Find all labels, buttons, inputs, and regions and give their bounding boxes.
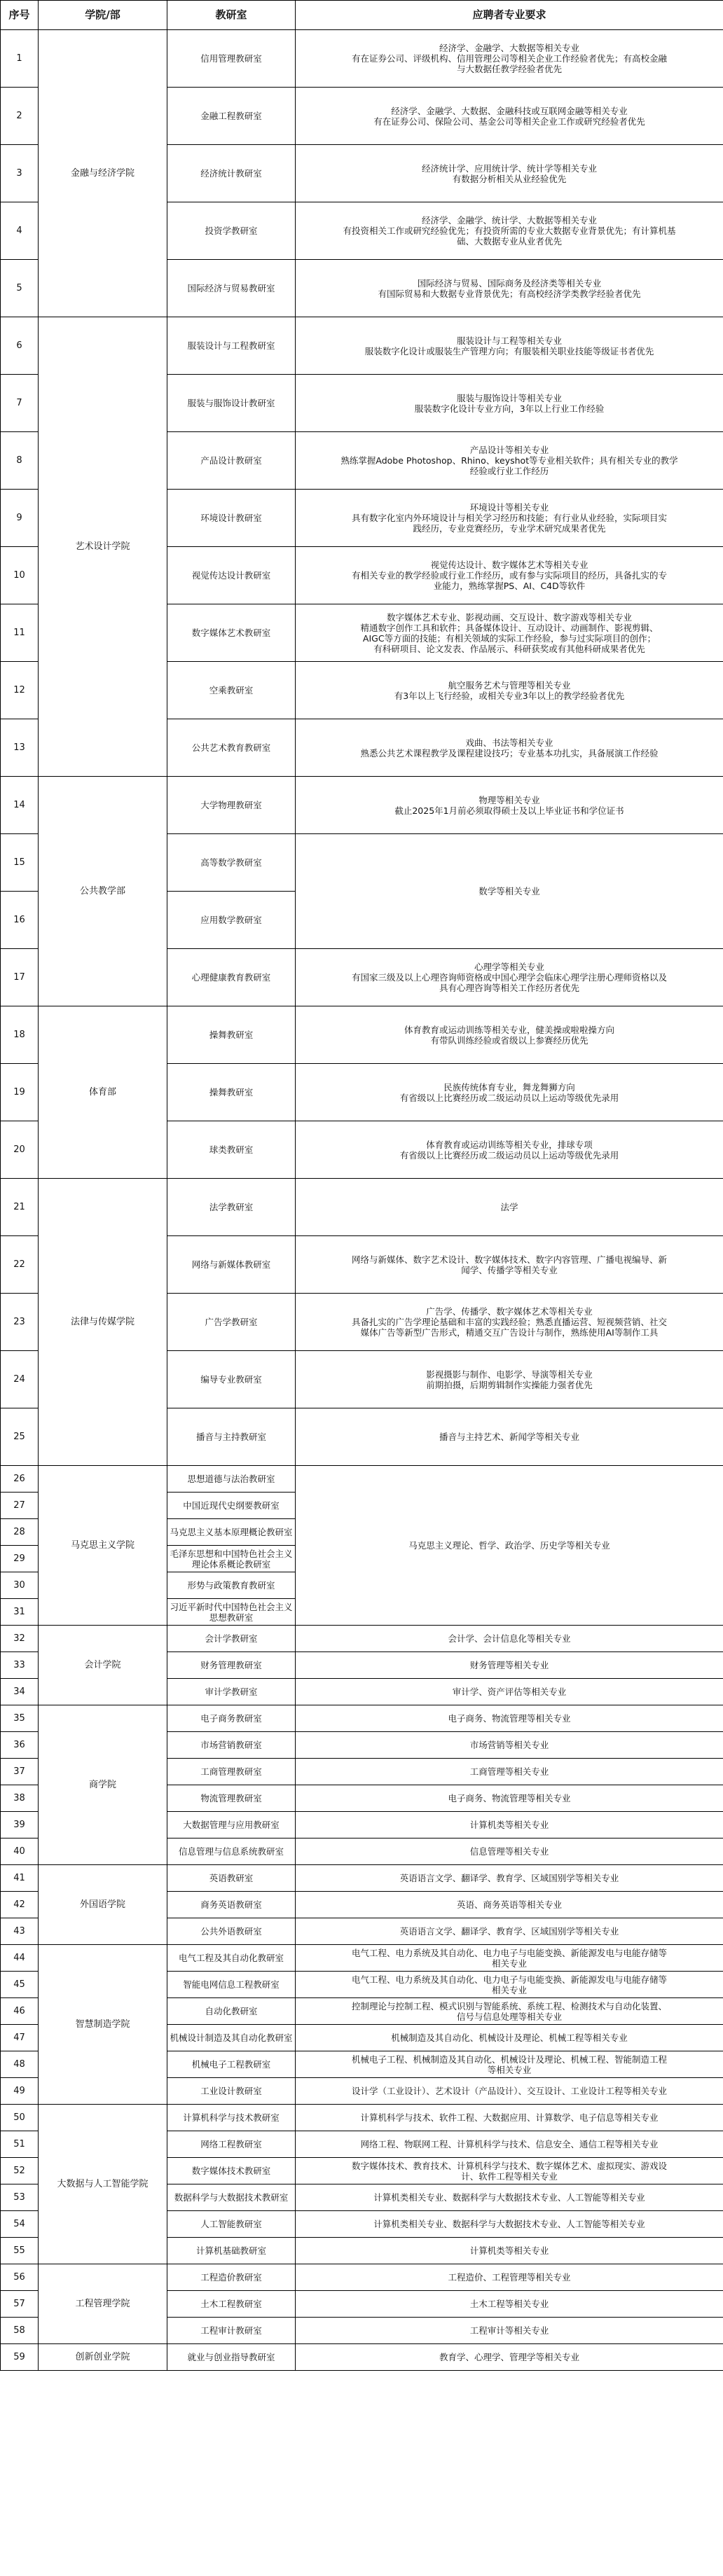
requirement-line: 会计学、会计信息化等相关专业 bbox=[448, 1633, 571, 1644]
department-cell: 形势与政策教育教研室 bbox=[167, 1572, 296, 1599]
requirements-cell bbox=[296, 1626, 723, 1652]
requirement-line: 有投资相关工作或研究经验优先；有投资所需的专业大数据专业背景优先；有计算机基 bbox=[343, 226, 676, 236]
requirement-line: 等相关专业 bbox=[487, 2064, 532, 2075]
row-number: 17 bbox=[1, 949, 39, 1006]
requirement-line: 马克思主义理论、哲学、政治学、历史学等相关专业 bbox=[408, 1540, 610, 1551]
requirements-cell bbox=[296, 2318, 723, 2344]
row-number: 11 bbox=[1, 604, 39, 662]
row-number: 50 bbox=[1, 2105, 39, 2131]
requirement-line: 服装数字化设计或服装生产管理方向；有服装相关职业技能等级证书者优先 bbox=[364, 345, 654, 356]
row-number: 52 bbox=[1, 2158, 39, 2184]
requirements-cell bbox=[296, 1652, 723, 1679]
requirement-line: 财务管理等相关专业 bbox=[469, 1660, 549, 1670]
table-row bbox=[1, 1179, 723, 1236]
requirement-line: 经济学、金融学、大数据、金融科技或互联网金融等相关专业 bbox=[391, 105, 628, 116]
requirement-line: 与大数据任教学经验者优先 bbox=[456, 64, 562, 74]
row-number: 44 bbox=[1, 1945, 39, 1972]
row-number: 55 bbox=[1, 2238, 39, 2264]
requirements-cell bbox=[296, 2105, 723, 2131]
department-cell: 广告学教研室 bbox=[167, 1294, 296, 1351]
requirement-line: 媒体广告等新型广告形式，精通交互广告设计与制作，熟练使用AI等制作工具 bbox=[360, 1327, 659, 1338]
requirements-cell bbox=[296, 1236, 723, 1294]
row-number: 53 bbox=[1, 2184, 39, 2211]
department-cell: 机械电子工程教研室 bbox=[167, 2051, 296, 2078]
college-cell: 金融与经济学院 bbox=[39, 30, 167, 317]
table-row bbox=[1, 1006, 723, 1064]
requirements-cell bbox=[296, 2078, 723, 2105]
table-row bbox=[1, 1466, 723, 1493]
college-cell: 工程管理学院 bbox=[39, 2264, 167, 2344]
requirement-line: 工程审计等相关专业 bbox=[469, 2325, 549, 2336]
requirement-line: 具有数字化室内外环境设计与相关学习经历和技能；有行业从业经验，实际项目实 bbox=[351, 513, 667, 523]
requirement-line: 具有心理咨询等相关工作经历者优先 bbox=[439, 983, 579, 993]
requirement-line: 土木工程等相关专业 bbox=[469, 2299, 549, 2309]
requirement-line: 教育学、心理学、管理学等相关专业 bbox=[439, 2352, 579, 2362]
requirement-line: 控制理论与控制工程、模式识别与智能系统、系统工程、检测技术与自动化装置、 bbox=[351, 2000, 667, 2011]
department-cell: 高等数学教研室 bbox=[167, 834, 296, 892]
requirements-cell bbox=[296, 1705, 723, 1732]
department-cell: 心理健康教育教研室 bbox=[167, 949, 296, 1006]
requirements-cell bbox=[296, 88, 723, 145]
department-cell: 公共艺术教育教研室 bbox=[167, 719, 296, 777]
college-cell: 会计学院 bbox=[39, 1626, 167, 1705]
requirements-cell bbox=[296, 490, 723, 547]
department-cell: 公共外语教研室 bbox=[167, 1918, 296, 1945]
requirements-cell bbox=[296, 317, 723, 375]
row-number: 13 bbox=[1, 719, 39, 777]
table-row bbox=[1, 2344, 723, 2371]
department-cell: 服装设计与工程教研室 bbox=[167, 317, 296, 375]
requirement-line: 服装数字化设计专业方向，3年以上行业工作经验 bbox=[414, 403, 605, 414]
requirement-line: 国际经济与贸易、国际商务及经济类等相关专业 bbox=[417, 277, 602, 289]
department-cell: 工程造价教研室 bbox=[167, 2264, 296, 2291]
requirements-cell bbox=[296, 1945, 723, 1972]
department-cell: 信息管理与信息系统教研室 bbox=[167, 1838, 296, 1865]
requirement-line: 机械制造及其自动化、机械设计及理论、机械工程等相关专业 bbox=[391, 2033, 628, 2043]
requirement-line: 网络工程、物联网工程、计算机科学与技术、信息安全、通信工程等相关专业 bbox=[360, 2139, 659, 2149]
row-number: 16 bbox=[1, 892, 39, 949]
department-cell: 电子商务教研室 bbox=[167, 1705, 296, 1732]
department-cell: 毛泽东思想和中国特色社会主义理论体系概论教研室 bbox=[167, 1546, 296, 1572]
requirements-cell bbox=[296, 1064, 723, 1121]
requirement-line: 熟练掌握Adobe Photoshop、Rhino、keyshot等专业相关软件；具有相关专业的教学 bbox=[340, 455, 678, 466]
department-cell: 金融工程教研室 bbox=[167, 88, 296, 145]
row-number: 48 bbox=[1, 2051, 39, 2078]
row-number: 27 bbox=[1, 1493, 39, 1519]
requirement-line: 心理学等相关专业 bbox=[474, 962, 544, 972]
requirement-line: 信息管理等相关专业 bbox=[469, 1846, 549, 1857]
requirements-cell bbox=[296, 1351, 723, 1408]
college-cell: 商学院 bbox=[39, 1705, 167, 1865]
row-number: 42 bbox=[1, 1892, 39, 1918]
row-number: 4 bbox=[1, 202, 39, 260]
requirements-cell bbox=[296, 145, 723, 202]
requirements-cell bbox=[296, 1759, 723, 1785]
requirement-line: 数字媒体艺术专业、影视动画、交互设计、数字游戏等相关专业 bbox=[386, 611, 632, 623]
row-number: 39 bbox=[1, 1812, 39, 1838]
requirements-cell bbox=[296, 432, 723, 490]
department-cell: 投资学教研室 bbox=[167, 202, 296, 260]
college-cell: 创新创业学院 bbox=[39, 2344, 167, 2371]
table-body bbox=[1, 30, 723, 2371]
department-cell: 英语教研室 bbox=[167, 1865, 296, 1892]
requirements-cell bbox=[296, 1408, 723, 1466]
header-row bbox=[1, 1, 723, 30]
requirements-cell bbox=[296, 2025, 723, 2051]
requirement-line: 工商管理等相关专业 bbox=[469, 1766, 549, 1777]
row-number: 15 bbox=[1, 834, 39, 892]
row-number: 3 bbox=[1, 145, 39, 202]
table-row bbox=[1, 2264, 723, 2291]
row-number: 24 bbox=[1, 1351, 39, 1408]
table-row bbox=[1, 1705, 723, 1732]
table-row bbox=[1, 317, 723, 375]
requirement-line: 经验或行业工作经历 bbox=[469, 466, 549, 476]
requirements-cell bbox=[296, 1466, 723, 1626]
requirement-line: 计算机类相关专业、数据科学与大数据技术专业、人工智能等相关专业 bbox=[373, 2219, 645, 2229]
row-number: 49 bbox=[1, 2078, 39, 2105]
requirement-line: 经济统计学、应用统计学、统计学等相关专业 bbox=[421, 162, 597, 174]
requirements-cell bbox=[296, 1918, 723, 1945]
department-cell: 会计学教研室 bbox=[167, 1626, 296, 1652]
requirements-cell bbox=[296, 547, 723, 604]
requirement-line: 精通数字创作工具和软件；具备媒体设计、互动设计、动画制作、影视剪辑、 bbox=[360, 622, 659, 633]
row-number: 12 bbox=[1, 662, 39, 719]
row-number: 59 bbox=[1, 2344, 39, 2371]
requirement-line: 相关专业 bbox=[491, 1958, 527, 1969]
row-number: 47 bbox=[1, 2025, 39, 2051]
row-number: 5 bbox=[1, 260, 39, 317]
row-number: 29 bbox=[1, 1546, 39, 1572]
requirement-line: 熟悉公共艺术课程教学及课程建设技巧；专业基本功扎实，具备展演工作经验 bbox=[360, 747, 659, 759]
department-cell: 物流管理教研室 bbox=[167, 1785, 296, 1812]
requirement-line: 电子商务、物流管理等相关专业 bbox=[448, 1793, 571, 1803]
row-number: 57 bbox=[1, 2291, 39, 2318]
requirements-cell bbox=[296, 2211, 723, 2238]
department-cell: 数字媒体技术教研室 bbox=[167, 2158, 296, 2184]
row-number: 25 bbox=[1, 1408, 39, 1466]
row-number: 33 bbox=[1, 1652, 39, 1679]
row-number: 43 bbox=[1, 1918, 39, 1945]
row-number: 22 bbox=[1, 1236, 39, 1294]
requirement-line: 电气工程、电力系统及其自动化、电力电子与电能变换、新能源发电与电能存储等 bbox=[351, 1947, 667, 1958]
row-number: 41 bbox=[1, 1865, 39, 1892]
requirements-cell bbox=[296, 834, 723, 949]
requirement-line: 计算机科学与技术、软件工程、大数据应用、计算数学、电子信息等相关专业 bbox=[360, 2112, 659, 2123]
department-cell: 环境设计教研室 bbox=[167, 490, 296, 547]
requirements-cell bbox=[296, 1679, 723, 1705]
requirements-cell bbox=[296, 1785, 723, 1812]
requirement-line: 有在证券公司、保险公司、基金公司等相关企业工作或研究经验者优先 bbox=[373, 116, 645, 127]
row-number: 35 bbox=[1, 1705, 39, 1732]
table-row bbox=[1, 1865, 723, 1892]
requirement-line: 体育教育或运动训练等相关专业，健美操或啦啦操方向 bbox=[404, 1024, 614, 1035]
header-department: 教研室 bbox=[167, 1, 296, 30]
department-cell: 网络工程教研室 bbox=[167, 2131, 296, 2158]
row-number: 54 bbox=[1, 2211, 39, 2238]
requirement-line: 民族传统体育专业，舞龙舞狮方向 bbox=[443, 1081, 575, 1093]
requirements-cell bbox=[296, 1121, 723, 1179]
row-number: 45 bbox=[1, 1972, 39, 1998]
college-cell: 艺术设计学院 bbox=[39, 317, 167, 777]
requirements-cell bbox=[296, 777, 723, 834]
college-cell: 智慧制造学院 bbox=[39, 1945, 167, 2105]
requirements-cell bbox=[296, 260, 723, 317]
requirement-line: 有3年以上飞行经验，或相关专业3年以上的教学经验者优先 bbox=[394, 690, 625, 701]
department-cell: 就业与创业指导教研室 bbox=[167, 2344, 296, 2371]
requirement-line: 航空服务艺术与管理等相关专业 bbox=[448, 679, 571, 691]
row-number: 7 bbox=[1, 375, 39, 432]
requirement-line: 审计学、资产评估等相关专业 bbox=[452, 1687, 567, 1697]
department-cell: 法学教研室 bbox=[167, 1179, 296, 1236]
requirement-line: 英语、商务英语等相关专业 bbox=[456, 1899, 562, 1910]
requirement-line: 工程造价、工程管理等相关专业 bbox=[448, 2272, 571, 2283]
row-number: 36 bbox=[1, 1732, 39, 1759]
requirement-line: 计算机类等相关专业 bbox=[469, 1820, 549, 1830]
row-number: 51 bbox=[1, 2131, 39, 2158]
requirement-line: AIGC等方面的技能；有相关领域的实际工作经验，参与过实际项目的创作； bbox=[362, 632, 656, 644]
requirements-cell bbox=[296, 1892, 723, 1918]
department-cell: 信用管理教研室 bbox=[167, 30, 296, 88]
department-cell: 国际经济与贸易教研室 bbox=[167, 260, 296, 317]
college-cell: 公共教学部 bbox=[39, 777, 167, 1006]
row-number: 32 bbox=[1, 1626, 39, 1652]
requirement-line: 具备扎实的广告学理论基础和丰富的实践经验；熟悉直播运营、短视频营销、社交 bbox=[351, 1317, 667, 1327]
department-cell: 球类教研室 bbox=[167, 1121, 296, 1179]
row-number: 14 bbox=[1, 777, 39, 834]
requirement-line: 有带队训练经验或省级以上参赛经历优先 bbox=[430, 1034, 588, 1046]
department-cell: 人工智能教研室 bbox=[167, 2211, 296, 2238]
college-cell: 马克思主义学院 bbox=[39, 1466, 167, 1626]
header-college: 学院/部 bbox=[39, 1, 167, 30]
requirement-line: 经济学、金融学、大数据等相关专业 bbox=[439, 43, 579, 53]
requirements-cell bbox=[296, 2264, 723, 2291]
requirements-cell bbox=[296, 2238, 723, 2264]
table-row bbox=[1, 30, 723, 88]
row-number: 40 bbox=[1, 1838, 39, 1865]
college-cell: 体育部 bbox=[39, 1006, 167, 1179]
table-row bbox=[1, 1626, 723, 1652]
requirement-line: 有省级以上比赛经历或二级运动员以上运动等级优先录用 bbox=[399, 1149, 619, 1161]
department-cell: 工程审计教研室 bbox=[167, 2318, 296, 2344]
requirements-cell bbox=[296, 375, 723, 432]
department-cell: 大数据管理与应用教研室 bbox=[167, 1812, 296, 1838]
requirement-line: 视觉传达设计、数字媒体艺术等相关专业 bbox=[430, 560, 588, 570]
row-number: 19 bbox=[1, 1064, 39, 1121]
row-number: 21 bbox=[1, 1179, 39, 1236]
requirement-line: 机械电子工程、机械制造及其自动化、机械设计及理论、机械工程、智能制造工程 bbox=[351, 2054, 667, 2065]
row-number: 38 bbox=[1, 1785, 39, 1812]
requirement-line: 有省级以上比赛经历或二级运动员以上运动等级优先录用 bbox=[399, 1092, 619, 1103]
requirements-cell bbox=[296, 202, 723, 260]
department-cell: 机械设计制造及其自动化教研室 bbox=[167, 2025, 296, 2051]
requirement-line: 截止2025年1月前必须取得硕士及以上毕业证书和学位证书 bbox=[394, 805, 624, 816]
table-row bbox=[1, 2105, 723, 2131]
requirement-line: 础、大数据专业从业者优先 bbox=[456, 236, 562, 247]
requirement-line: 信号与信息处理等相关专业 bbox=[456, 2011, 562, 2022]
requirements-cell bbox=[296, 1812, 723, 1838]
requirements-cell bbox=[296, 719, 723, 777]
department-cell: 中国近现代史纲要教研室 bbox=[167, 1493, 296, 1519]
requirement-line: 有在证券公司、评级机构、信用管理公司等相关企业工作经验者优先；有高校金融 bbox=[351, 53, 667, 64]
department-cell: 操舞教研室 bbox=[167, 1064, 296, 1121]
requirements-cell bbox=[296, 1294, 723, 1351]
row-number: 10 bbox=[1, 547, 39, 604]
table-row bbox=[1, 1945, 723, 1972]
requirement-line: 电子商务、物流管理等相关专业 bbox=[448, 1713, 571, 1724]
department-cell: 土木工程教研室 bbox=[167, 2291, 296, 2318]
requirements-cell bbox=[296, 1865, 723, 1892]
requirements-cell bbox=[296, 2291, 723, 2318]
department-cell: 数字媒体艺术教研室 bbox=[167, 604, 296, 662]
requirement-line: 产品设计等相关专业 bbox=[469, 445, 549, 455]
row-number: 56 bbox=[1, 2264, 39, 2291]
department-cell: 大学物理教研室 bbox=[167, 777, 296, 834]
department-cell: 数据科学与大数据技术教研室 bbox=[167, 2184, 296, 2211]
department-cell: 审计学教研室 bbox=[167, 1679, 296, 1705]
college-cell: 外国语学院 bbox=[39, 1865, 167, 1945]
department-cell: 工业设计教研室 bbox=[167, 2078, 296, 2105]
requirement-line: 物理等相关专业 bbox=[478, 794, 540, 805]
department-cell: 经济统计教研室 bbox=[167, 145, 296, 202]
row-number: 8 bbox=[1, 432, 39, 490]
requirements-cell bbox=[296, 949, 723, 1006]
requirement-line: 设计学（工业设计）、艺术设计（产品设计）、交互设计、工业设计工程等相关专业 bbox=[351, 2086, 667, 2096]
row-number: 26 bbox=[1, 1466, 39, 1493]
requirements-cell bbox=[296, 1006, 723, 1064]
requirement-line: 有国际贸易和大数据专业背景优先；有高校经济学类教学经验者优先 bbox=[378, 288, 641, 299]
requirement-line: 网络与新媒体、数字艺术设计、数字媒体技术、数字内容管理、广播电视编导、新 bbox=[351, 1254, 667, 1265]
department-cell: 应用数学教研室 bbox=[167, 892, 296, 949]
department-cell: 编导专业教研室 bbox=[167, 1351, 296, 1408]
department-cell: 服装与服饰设计教研室 bbox=[167, 375, 296, 432]
requirements-cell bbox=[296, 1732, 723, 1759]
requirements-cell bbox=[296, 1972, 723, 1998]
department-cell: 空乘教研室 bbox=[167, 662, 296, 719]
requirement-line: 广告学、传播学、数字媒体艺术等相关专业 bbox=[426, 1306, 593, 1317]
requirement-line: 影视摄影与制作、电影学、导演等相关专业 bbox=[426, 1369, 593, 1380]
requirement-line: 有相关专业的教学经验或行业工作经历，或有参与实际项目的经历，具备扎实的专 bbox=[351, 570, 667, 581]
row-number: 34 bbox=[1, 1679, 39, 1705]
requirement-line: 业能力，熟练掌握PS、AI、C4D等软件 bbox=[433, 581, 586, 591]
header-number: 序号 bbox=[1, 1, 39, 30]
row-number: 2 bbox=[1, 88, 39, 145]
department-cell: 商务英语教研室 bbox=[167, 1892, 296, 1918]
requirement-line: 经济学、金融学、统计学、大数据等相关专业 bbox=[421, 215, 597, 226]
requirement-line: 环境设计等相关专业 bbox=[469, 502, 549, 513]
requirement-line: 有国家三级及以上心理咨询师资格或中国心理学会临床心理学注册心理师资格以及 bbox=[351, 972, 667, 983]
row-number: 31 bbox=[1, 1599, 39, 1626]
requirements-cell bbox=[296, 30, 723, 88]
requirement-line: 践经历，专业竞赛经历，专业学术研究成果者优先 bbox=[413, 523, 606, 534]
requirements-cell bbox=[296, 2051, 723, 2078]
department-cell: 操舞教研室 bbox=[167, 1006, 296, 1064]
row-number: 6 bbox=[1, 317, 39, 375]
requirement-line: 服装与服饰设计等相关专业 bbox=[456, 392, 562, 403]
requirement-line: 英语语言文学、翻译学、教育学、区域国别学等相关专业 bbox=[399, 1926, 619, 1937]
department-cell: 智能电网信息工程教研室 bbox=[167, 1972, 296, 1998]
department-cell: 市场营销教研室 bbox=[167, 1732, 296, 1759]
requirement-line: 播音与主持艺术、新闻学等相关专业 bbox=[439, 1432, 579, 1442]
requirement-line: 市场营销等相关专业 bbox=[469, 1740, 549, 1750]
row-number: 9 bbox=[1, 490, 39, 547]
requirements-cell bbox=[296, 662, 723, 719]
requirement-line: 服装设计与工程等相关专业 bbox=[456, 335, 562, 346]
row-number: 28 bbox=[1, 1519, 39, 1546]
row-number: 23 bbox=[1, 1294, 39, 1351]
table-row bbox=[1, 777, 723, 834]
department-cell: 工商管理教研室 bbox=[167, 1759, 296, 1785]
requirement-line: 计算机类相关专业、数据科学与大数据技术专业、人工智能等相关专业 bbox=[373, 2192, 645, 2203]
requirement-line: 电气工程、电力系统及其自动化、电力电子与电能变换、新能源发电与电能存储等 bbox=[351, 1974, 667, 1985]
row-number: 18 bbox=[1, 1006, 39, 1064]
requirement-line: 计算机类等相关专业 bbox=[469, 2245, 549, 2256]
requirement-line: 闻学、传播学等相关专业 bbox=[461, 1264, 558, 1275]
header-requirements: 应聘者专业要求 bbox=[296, 1, 723, 30]
college-cell: 大数据与人工智能学院 bbox=[39, 2105, 167, 2264]
department-cell: 网络与新媒体教研室 bbox=[167, 1236, 296, 1294]
department-cell: 财务管理教研室 bbox=[167, 1652, 296, 1679]
requirement-line: 有科研项目、论文发表、作品展示、科研获奖或有其他科研成果者优先 bbox=[373, 643, 645, 654]
requirement-line: 英语语言文学、翻译学、教育学、区域国别学等相关专业 bbox=[399, 1873, 619, 1883]
requirement-line: 戏曲、书法等相关专业 bbox=[465, 737, 553, 748]
requirement-line: 计、软件工程等相关专业 bbox=[461, 2170, 558, 2182]
requirement-line: 相关专业 bbox=[491, 1984, 527, 1995]
requirements-cell bbox=[296, 1998, 723, 2025]
requirement-line: 有数据分析相关从业经验优先 bbox=[452, 173, 567, 184]
row-number: 37 bbox=[1, 1759, 39, 1785]
requirements-cell bbox=[296, 2184, 723, 2211]
department-cell: 思想道德与法治教研室 bbox=[167, 1466, 296, 1493]
department-cell: 视觉传达设计教研室 bbox=[167, 547, 296, 604]
requirements-cell bbox=[296, 1838, 723, 1865]
department-cell: 播音与主持教研室 bbox=[167, 1408, 296, 1466]
requirement-line: 前期拍摄，后期剪辑制作实操能力强者优先 bbox=[426, 1379, 593, 1390]
department-cell: 电气工程及其自动化教研室 bbox=[167, 1945, 296, 1972]
department-cell: 计算机基础教研室 bbox=[167, 2238, 296, 2264]
department-cell: 马克思主义基本原理概论教研室 bbox=[167, 1519, 296, 1546]
requirements-cell bbox=[296, 2344, 723, 2371]
department-cell: 计算机科学与技术教研室 bbox=[167, 2105, 296, 2131]
row-number: 30 bbox=[1, 1572, 39, 1599]
row-number: 58 bbox=[1, 2318, 39, 2344]
requirement-line: 数字媒体技术、教育技术、计算机科学与技术、数字媒体艺术、虚拟现实、游戏设 bbox=[351, 2160, 667, 2171]
requirements-cell bbox=[296, 2158, 723, 2184]
department-cell: 产品设计教研室 bbox=[167, 432, 296, 490]
row-number: 20 bbox=[1, 1121, 39, 1179]
requirement-line: 法学 bbox=[500, 1202, 518, 1212]
department-cell: 习近平新时代中国特色社会主义思想教研室 bbox=[167, 1599, 296, 1626]
row-number: 46 bbox=[1, 1998, 39, 2025]
requirement-line: 体育教育或运动训练等相关专业，排球专项 bbox=[426, 1139, 593, 1150]
requirements-cell bbox=[296, 604, 723, 662]
requirement-line: 数学等相关专业 bbox=[478, 886, 540, 896]
department-cell: 自动化教研室 bbox=[167, 1998, 296, 2025]
requirements-cell bbox=[296, 1179, 723, 1236]
row-number: 1 bbox=[1, 30, 39, 88]
college-cell: 法律与传媒学院 bbox=[39, 1179, 167, 1466]
requirements-cell bbox=[296, 2131, 723, 2158]
